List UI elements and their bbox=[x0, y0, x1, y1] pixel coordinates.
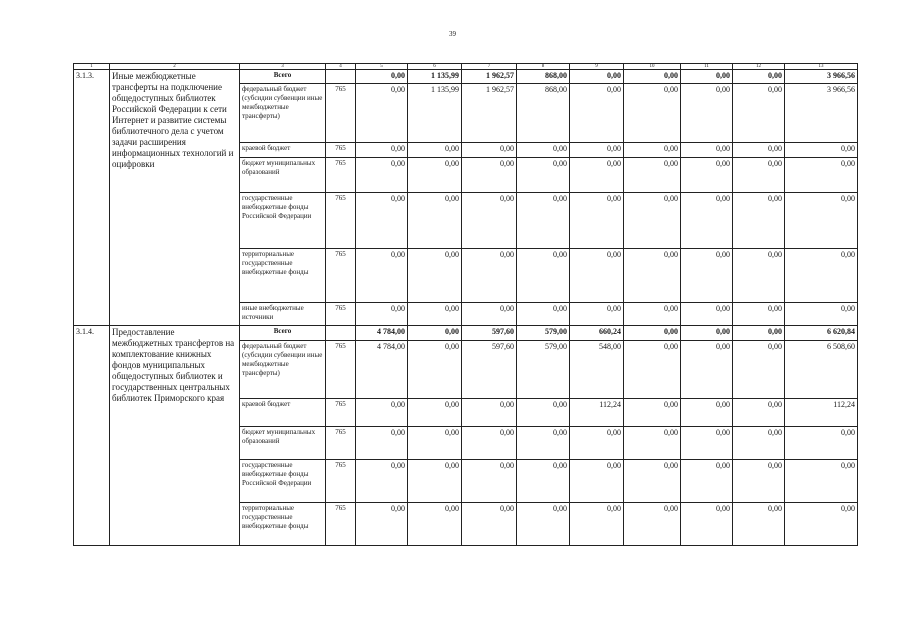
total-row bbox=[74, 326, 858, 341]
budget-code: 765 bbox=[326, 460, 356, 503]
value-cell: 0,00 bbox=[733, 326, 785, 341]
value-cell: 0,00 bbox=[733, 427, 785, 460]
value-cell: 868,00 bbox=[517, 84, 570, 143]
value-cell: 0,00 bbox=[681, 427, 733, 460]
value-cell: 0,00 bbox=[517, 249, 570, 303]
value-cell: 0,00 bbox=[785, 193, 858, 249]
value-cell: 0,00 bbox=[733, 303, 785, 326]
value-cell: 0,00 bbox=[570, 84, 624, 143]
value-cell: 0,00 bbox=[733, 341, 785, 399]
total-row bbox=[74, 70, 858, 84]
value-cell: 0,00 bbox=[570, 460, 624, 503]
value-cell: 0,00 bbox=[356, 84, 408, 143]
value-cell: 0,00 bbox=[785, 303, 858, 326]
value-cell: 0,00 bbox=[785, 249, 858, 303]
value-cell: 579,00 bbox=[517, 341, 570, 399]
value-cell: 0,00 bbox=[681, 503, 733, 546]
value-cell: 0,00 bbox=[462, 249, 517, 303]
column-header: 8 bbox=[517, 64, 570, 70]
budget-code: 765 bbox=[326, 193, 356, 249]
value-cell: 0,00 bbox=[624, 303, 681, 326]
budget-code: 765 bbox=[326, 341, 356, 399]
value-cell: 0,00 bbox=[681, 70, 733, 84]
value-cell: 0,00 bbox=[681, 158, 733, 193]
value-cell: 0,00 bbox=[681, 460, 733, 503]
value-cell: 0,00 bbox=[462, 503, 517, 546]
funding-source: Всего bbox=[240, 326, 326, 341]
column-header: 6 bbox=[408, 64, 462, 70]
budget-code: 765 bbox=[326, 427, 356, 460]
value-cell: 0,00 bbox=[624, 84, 681, 143]
value-cell: 0,00 bbox=[356, 427, 408, 460]
value-cell: 0,00 bbox=[624, 249, 681, 303]
value-cell: 0,00 bbox=[408, 303, 462, 326]
item-index: 3.1.3. bbox=[74, 70, 110, 326]
value-cell: 3 966,56 bbox=[785, 70, 858, 84]
value-cell: 0,00 bbox=[624, 158, 681, 193]
funding-source: государственные внебюджетные фонды Российской Федерации bbox=[240, 460, 326, 503]
budget-code: 765 bbox=[326, 303, 356, 326]
value-cell: 0,00 bbox=[681, 399, 733, 427]
column-header: 5 bbox=[356, 64, 408, 70]
value-cell: 0,00 bbox=[356, 249, 408, 303]
item-description: Предоставление межбюджетных трансфертов на комплектование книжных фондов муниципальных общедоступных библиотек и государственных центральных библиотек Приморского края bbox=[110, 326, 240, 546]
value-cell: 597,60 bbox=[462, 341, 517, 399]
value-cell: 0,00 bbox=[462, 399, 517, 427]
value-cell: 0,00 bbox=[570, 70, 624, 84]
column-header: 2 bbox=[110, 64, 240, 70]
value-cell: 0,00 bbox=[462, 158, 517, 193]
column-header: 10 bbox=[624, 64, 681, 70]
value-cell: 597,60 bbox=[462, 326, 517, 341]
value-cell: 0,00 bbox=[356, 503, 408, 546]
budget-code: 765 bbox=[326, 249, 356, 303]
funding-source: федеральный бюджет (субсидии субвенции иные межбюджетные трансферты) bbox=[240, 341, 326, 399]
page-number: 39 bbox=[449, 30, 456, 38]
value-cell: 0,00 bbox=[624, 70, 681, 84]
funding-source: государственные внебюджетные фонды Российской Федерации bbox=[240, 193, 326, 249]
value-cell: 548,00 bbox=[570, 341, 624, 399]
funding-source: бюджет муниципальных образований bbox=[240, 427, 326, 460]
value-cell: 579,00 bbox=[517, 326, 570, 341]
value-cell: 0,00 bbox=[462, 193, 517, 249]
value-cell: 0,00 bbox=[408, 143, 462, 158]
column-header: 9 bbox=[570, 64, 624, 70]
value-cell: 0,00 bbox=[785, 503, 858, 546]
value-cell: 0,00 bbox=[681, 303, 733, 326]
item-description: Иные межбюджетные трансферты на подключение общедоступных библиотек Российской Федерации к сети Интернет и развитие системы библиотечного дела с учетом задачи расширения информационных технологий и оцифровки bbox=[110, 70, 240, 326]
value-cell: 0,00 bbox=[785, 158, 858, 193]
column-header: 7 bbox=[462, 64, 517, 70]
budget-code: 765 bbox=[326, 158, 356, 193]
value-cell: 0,00 bbox=[624, 460, 681, 503]
value-cell: 3 966,56 bbox=[785, 84, 858, 143]
funding-source: федеральный бюджет (субсидии субвенции иные межбюджетные трансферты) bbox=[240, 84, 326, 143]
value-cell: 1 962,57 bbox=[462, 70, 517, 84]
value-cell: 0,00 bbox=[624, 341, 681, 399]
budget-code: 765 bbox=[326, 503, 356, 546]
column-header: 3 bbox=[240, 64, 326, 70]
funding-source: краевой бюджет bbox=[240, 143, 326, 158]
value-cell: 1 962,57 bbox=[462, 84, 517, 143]
value-cell: 1 135,99 bbox=[408, 84, 462, 143]
value-cell: 0,00 bbox=[733, 249, 785, 303]
value-cell: 0,00 bbox=[408, 158, 462, 193]
column-header: 13 bbox=[785, 64, 858, 70]
value-cell: 0,00 bbox=[356, 143, 408, 158]
value-cell: 0,00 bbox=[733, 84, 785, 143]
budget-code bbox=[326, 70, 356, 84]
value-cell: 0,00 bbox=[785, 143, 858, 158]
value-cell: 0,00 bbox=[462, 460, 517, 503]
value-cell: 0,00 bbox=[733, 460, 785, 503]
value-cell: 1 135,99 bbox=[408, 70, 462, 84]
value-cell: 6 508,60 bbox=[785, 341, 858, 399]
value-cell: 0,00 bbox=[517, 399, 570, 427]
item-index: 3.1.4. bbox=[74, 326, 110, 546]
value-cell: 0,00 bbox=[462, 303, 517, 326]
column-header: 12 bbox=[733, 64, 785, 70]
value-cell: 0,00 bbox=[356, 303, 408, 326]
value-cell: 0,00 bbox=[733, 193, 785, 249]
value-cell: 0,00 bbox=[408, 193, 462, 249]
value-cell: 0,00 bbox=[733, 158, 785, 193]
value-cell: 0,00 bbox=[517, 158, 570, 193]
value-cell: 0,00 bbox=[408, 341, 462, 399]
value-cell: 0,00 bbox=[408, 460, 462, 503]
value-cell: 4 784,00 bbox=[356, 341, 408, 399]
budget-code bbox=[326, 326, 356, 341]
funding-source: краевой бюджет bbox=[240, 399, 326, 427]
value-cell: 0,00 bbox=[624, 326, 681, 341]
column-header: 1 bbox=[74, 64, 110, 70]
value-cell: 0,00 bbox=[408, 427, 462, 460]
value-cell: 0,00 bbox=[356, 158, 408, 193]
funding-source: территориальные государственные внебюджетные фонды bbox=[240, 249, 326, 303]
value-cell: 0,00 bbox=[517, 460, 570, 503]
value-cell: 0,00 bbox=[785, 460, 858, 503]
value-cell: 0,00 bbox=[570, 249, 624, 303]
value-cell: 0,00 bbox=[624, 503, 681, 546]
value-cell: 0,00 bbox=[356, 399, 408, 427]
budget-code: 765 bbox=[326, 143, 356, 158]
value-cell: 0,00 bbox=[733, 70, 785, 84]
value-cell: 0,00 bbox=[356, 70, 408, 84]
value-cell: 0,00 bbox=[517, 143, 570, 158]
value-cell: 0,00 bbox=[570, 303, 624, 326]
value-cell: 0,00 bbox=[733, 143, 785, 158]
value-cell: 0,00 bbox=[408, 399, 462, 427]
value-cell: 0,00 bbox=[356, 460, 408, 503]
value-cell: 0,00 bbox=[681, 143, 733, 158]
value-cell: 0,00 bbox=[681, 249, 733, 303]
value-cell: 6 620,84 bbox=[785, 326, 858, 341]
value-cell: 4 784,00 bbox=[356, 326, 408, 341]
value-cell: 0,00 bbox=[408, 326, 462, 341]
funding-source: бюджет муниципальных образований bbox=[240, 158, 326, 193]
value-cell: 868,00 bbox=[517, 70, 570, 84]
funding-source: иные внебюджетные источники bbox=[240, 303, 326, 326]
value-cell: 0,00 bbox=[570, 503, 624, 546]
value-cell: 0,00 bbox=[624, 193, 681, 249]
value-cell: 0,00 bbox=[570, 143, 624, 158]
value-cell: 0,00 bbox=[517, 193, 570, 249]
value-cell: 0,00 bbox=[624, 143, 681, 158]
value-cell: 0,00 bbox=[624, 399, 681, 427]
value-cell: 660,24 bbox=[570, 326, 624, 341]
value-cell: 112,24 bbox=[570, 399, 624, 427]
value-cell: 0,00 bbox=[462, 143, 517, 158]
value-cell: 0,00 bbox=[681, 84, 733, 143]
value-cell: 112,24 bbox=[785, 399, 858, 427]
value-cell: 0,00 bbox=[570, 427, 624, 460]
budget-table bbox=[73, 63, 858, 546]
funding-source: территориальные государственные внебюджетные фонды bbox=[240, 503, 326, 546]
column-header: 4 bbox=[326, 64, 356, 70]
value-cell: 0,00 bbox=[624, 427, 681, 460]
value-cell: 0,00 bbox=[570, 193, 624, 249]
column-header: 11 bbox=[681, 64, 733, 70]
value-cell: 0,00 bbox=[517, 303, 570, 326]
value-cell: 0,00 bbox=[785, 427, 858, 460]
value-cell: 0,00 bbox=[733, 503, 785, 546]
value-cell: 0,00 bbox=[517, 503, 570, 546]
budget-code: 765 bbox=[326, 399, 356, 427]
value-cell: 0,00 bbox=[408, 249, 462, 303]
value-cell: 0,00 bbox=[570, 158, 624, 193]
budget-code: 765 bbox=[326, 84, 356, 143]
value-cell: 0,00 bbox=[356, 193, 408, 249]
value-cell: 0,00 bbox=[517, 427, 570, 460]
value-cell: 0,00 bbox=[462, 427, 517, 460]
value-cell: 0,00 bbox=[681, 193, 733, 249]
value-cell: 0,00 bbox=[681, 341, 733, 399]
value-cell: 0,00 bbox=[733, 399, 785, 427]
value-cell: 0,00 bbox=[408, 503, 462, 546]
funding-source: Всего bbox=[240, 70, 326, 84]
value-cell: 0,00 bbox=[681, 326, 733, 341]
